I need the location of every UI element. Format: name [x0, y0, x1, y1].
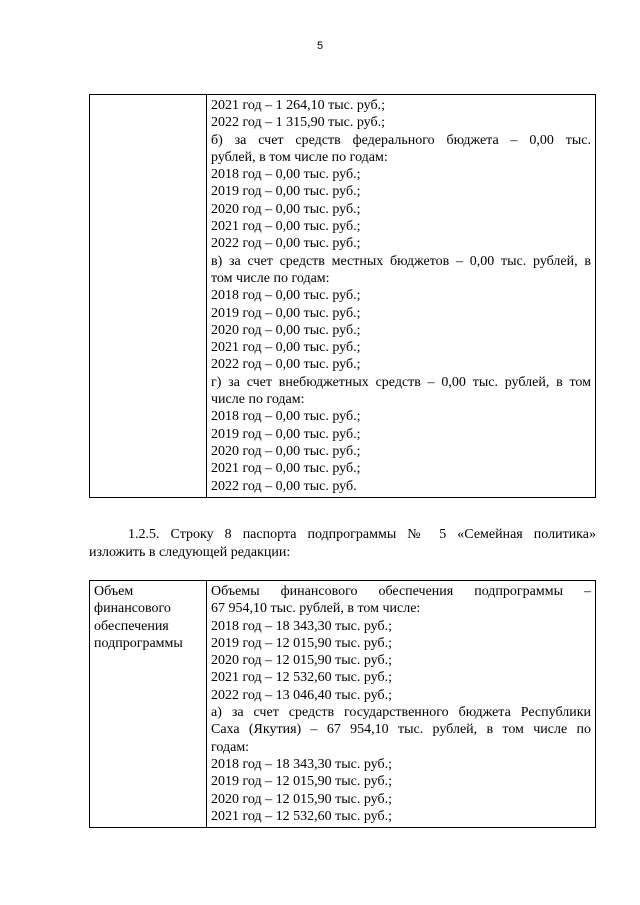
text-line: 2021 год – 0,00 тыс. руб.; — [211, 461, 361, 477]
table-cell-label-empty — [90, 95, 207, 498]
text-line: 2022 год – 13 046,40 тыс. руб.; — [211, 687, 392, 703]
table-row — [90, 581, 596, 828]
text-line: 2019 год – 12 015,90 тыс. руб.; — [211, 635, 392, 651]
table-cell-label — [90, 581, 207, 828]
funding-lines — [211, 583, 591, 825]
text-line: 2020 год – 0,00 тыс. руб.; — [211, 322, 361, 338]
paragraph-line-2: изложить в следующей редакции: — [89, 544, 291, 560]
text-line: 2019 год – 12 015,90 тыс. руб.; — [211, 774, 392, 790]
text-line: рублей, в том числе по годам: — [211, 149, 388, 165]
funding-table-subprogram-5 — [89, 580, 596, 828]
text-line: годам: — [211, 739, 250, 755]
text-line: 2022 год – 0,00 тыс. руб.; — [211, 236, 361, 252]
text-line: 2019 год – 0,00 тыс. руб.; — [211, 426, 361, 442]
text-line: 2020 год – 12 015,90 тыс. руб.; — [211, 791, 392, 807]
text-line: 2022 год – 1 315,90 тыс. руб.; — [211, 115, 385, 131]
text-line: а) за счет средств государственного бюджета Республики — [211, 705, 591, 721]
label-line: Объем — [94, 584, 134, 599]
text-line: 2018 год – 18 343,30 тыс. руб.; — [211, 618, 392, 634]
text-line: 2018 год – 0,00 тыс. руб.; — [211, 167, 361, 183]
text-line: 2018 год – 18 343,30 тыс. руб.; — [211, 756, 392, 772]
paragraph-line-1: 1.2.5. Строку 8 паспорта подпрограммы № 5 «Семейная политика» — [128, 527, 596, 542]
text-line: Саха (Якутия) – 67 954,10 тыс. рублей, в том числе по — [211, 722, 591, 738]
text-line: г) за счет внебюджетных средств – 0,00 тыс. рублей, в том — [211, 374, 591, 390]
table-cell-funding-details — [207, 95, 596, 498]
page-number: 5 — [316, 40, 324, 52]
text-line: 2021 год – 0,00 тыс. руб.; — [211, 340, 361, 356]
text-line: 2020 год – 12 015,90 тыс. руб.; — [211, 653, 392, 669]
text-line: 2022 год – 0,00 тыс. руб. — [211, 478, 357, 494]
text-line: 2018 год – 0,00 тыс. руб.; — [211, 288, 361, 304]
text-line: б) за счет средств федерального бюджета – 0,00 тыс. — [211, 132, 591, 148]
label-line: финансового — [94, 601, 171, 617]
amendment-paragraph — [89, 526, 596, 561]
table-cell-funding-details — [207, 581, 596, 828]
label-line: подпрограммы — [94, 635, 183, 651]
funding-lines — [211, 97, 591, 495]
text-line: 67 954,10 тыс. рублей, в том числе: — [211, 601, 421, 617]
label-line: обеспечения — [94, 618, 169, 634]
label-lines — [94, 583, 202, 652]
text-line: 2020 год – 0,00 тыс. руб.; — [211, 201, 361, 217]
text-line: 2021 год – 1 264,10 тыс. руб.; — [211, 98, 385, 113]
text-line: числе по годам: — [211, 392, 305, 408]
text-line: 2022 год – 0,00 тыс. руб.; — [211, 357, 361, 373]
text-line: 2021 год – 12 532,60 тыс. руб.; — [211, 670, 392, 686]
text-line: 2020 год – 0,00 тыс. руб.; — [211, 443, 361, 459]
text-line: 2021 год – 12 532,60 тыс. руб.; — [211, 808, 392, 824]
text-line: 2019 год – 0,00 тыс. руб.; — [211, 305, 361, 321]
text-line: том числе по годам: — [211, 270, 330, 286]
funding-table-continued — [89, 94, 596, 498]
table-row — [90, 95, 596, 498]
text-line: 2019 год – 0,00 тыс. руб.; — [211, 184, 361, 200]
text-line: 2018 год – 0,00 тыс. руб.; — [211, 409, 361, 425]
text-line: Объемы финансового обеспечения подпрограммы – — [211, 584, 591, 599]
text-line: в) за счет средств местных бюджетов – 0,00 тыс. рублей, в — [211, 253, 591, 269]
text-line: 2021 год – 0,00 тыс. руб.; — [211, 219, 361, 235]
